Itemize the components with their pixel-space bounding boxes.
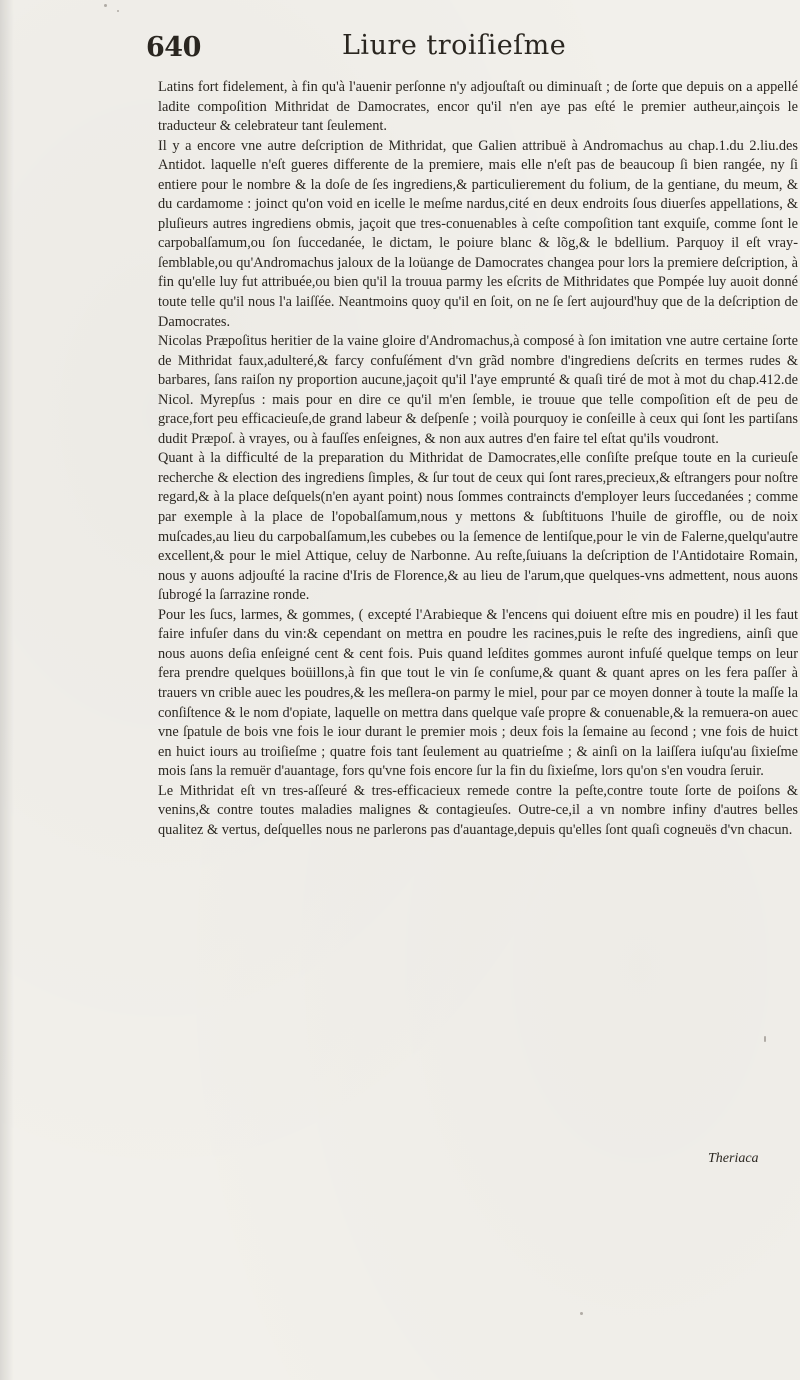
running-title: Liure troiſieſme	[342, 30, 567, 61]
paragraph: Latins fort fidelement, à fin qu'à l'auenir perſonne n'y adjouſtaſt ou diminuaſt ; de ſorte que depuis on a appellé ladite compoſition Mithridat de Damocrates, encor qu'il n'en aye pas eſté le premier autheur,ainçois le traducteur & celebrateur tant ſeulement.	[158, 79, 798, 135]
page-number: 640	[146, 32, 201, 63]
paper-speck	[117, 10, 119, 12]
paragraph: Le Mithridat eſt vn tres-aſſeuré & tres-efficacieux remede contre la peſte,contre toute ſorte de poiſons & venins,& contre toutes maladies malignes & contagieuſes. Outre-ce,il a vn nombre infiny d'autres belles qualitez & vertus, deſquelles nous ne parlerons pas d'auantage,depuis qu'elles ſont quaſi cogneuës d'vn chacun.	[158, 782, 798, 838]
paragraph: Pour les ſucs, larmes, & gommes, ( excepté l'Arabieque & l'encens qui doiuent eſtre mis en poudre) il les faut faire infuſer dans du vin:& cependant on mettra en poudre les racines,puis le reſte des ingrediens, ainſi que nous auons deſia enſeigné cent & cent fois. Puis quand leſdites gommes auront infuſé quelque temps on leur fera prendre quelques boüillons,à fin que tout le vin ſe conſume,& quant & quant apres on les fera paſſer à trauers vn crible auec les poudres,& les meſlera-on parmy le miel, pour par ce moyen donner à toute la maſſe la conſiſtence & le nom d'opiate, laquelle on mettra dans quelque vaſe propre & conuenable,& la remuera-on auec vne ſpatule de bois vne fois le iour durant le premier mois ; deux fois la ſemaine au ſecond ; vne fois de huict en huict iours au troiſieſme ; quatre fois tant ſeulement au quatrieſme ; & ainſi on la laiſſera iuſqu'au ſixieſme mois ſans la remuër d'auantage, fors qu'vne fois encore ſur la fin du ſixieſme, lors qu'on s'en voudra ſeruir.	[158, 606, 798, 780]
paragraph: Il y a encore vne autre deſcription de Mithridat, que Galien attribuë à Andromachus au chap.1.du 2.liu.des Antidot. laquelle n'eſt gueres differente de la premiere, mais elle n'eſt pas de beaucoup ſi bien rangée, ny ſi entiere pour le nombre & la doſe de ſes ingrediens,& particulierement du folium, de la gentiane, du meum, & du cardamome : joinct qu'on void en icelle le meſme nardus,cité en deux endroits ſous diuerſes appellations, & pluſieurs autres ingrediens obmis, jaçoit que tres-conuenables à ceſte compoſition tant exquiſe, comme ſont le carpobalſamum,ou ſon ſuccedanée, le dictam, le poiure blanc & lõg,& le bdellium. Parquoy il eſt vray-ſemblable,ou qu'Andromachus jaloux de la loüange de Damocrates changea pour lors la premiere deſcription, à fin qu'elle luy fut attribuée,ou bien qu'il la trouua parmy les eſcrits de Mithridates que Pompée luy auoit donné toute telle qu'il nous l'a laiſſée. Neantmoins quoy qu'il en ſoit, on ne ſe ſert aujourd'huy que de la deſcription de Damocrates.	[158, 137, 798, 330]
paper-speck	[764, 1036, 766, 1042]
page-header	[146, 30, 666, 70]
catchword: Theriaca	[708, 1151, 759, 1166]
body-text	[158, 78, 798, 840]
page-gutter-shadow	[0, 0, 14, 1380]
paragraph: Nicolas Præpoſitus heritier de la vaine gloire d'Andromachus,à composé à ſon imitation vne autre certaine ſorte de Mithridat faux,adulteré,& farcy confuſément d'vn grãd nombre d'ingrediens deſcrits en termes rudes & barbares, ſans raiſon ny proportion aucune,jaçoit qu'il l'aye emprunté & quaſi tiré de mot à mot du chap.412.de Nicol. Myrepſus : mais pour en dire ce qu'il m'en ſemble, ie trouue que telle compoſition eſt de peu de grace,fort peu efficacieuſe,de grand labeur & deſpenſe ; voilà pourquoy ie conſeille à ceux qui ſont les partiſans dudit Præpoſ. à vrayes, ou à fauſſes enſeignes, & non aux autres d'en faire tel eſtat qu'ils voudront.	[158, 333, 798, 447]
paper-speck	[580, 1312, 583, 1315]
paragraph: Quant à la difficulté de la preparation du Mithridat de Damocrates,elle conſiſte preſque toute en la curieuſe recherche & election des ingrediens ſimples, & ſur tout de ceux qui ſont rares,precieux,& eſtrangers pour noſtre regard,& à la place deſquels(n'en ayant point) nous ſommes contraincts d'employer leurs ſuccedanées ; comme par exemple à la place de l'opobalſamum,nous y mettons & ſubſtituons l'huile de giroffle, ou de noix muſcades,au lieu du carpobalſamum,les cubebes ou la ſemence de lentiſque,pour le vin de Falerne,quelqu'autre excellent,& pour le miel Attique, celuy de Narbonne. Au reſte,ſuiuans la deſcription de l'Antidotaire Romain, nous y auons adjouſté la racine d'Iris de Florence,& au lieu de l'arum,que quelques-vns admettent, nous auons ſubrogé la ſarrazine ronde.	[158, 450, 798, 604]
paper-speck	[104, 4, 107, 7]
